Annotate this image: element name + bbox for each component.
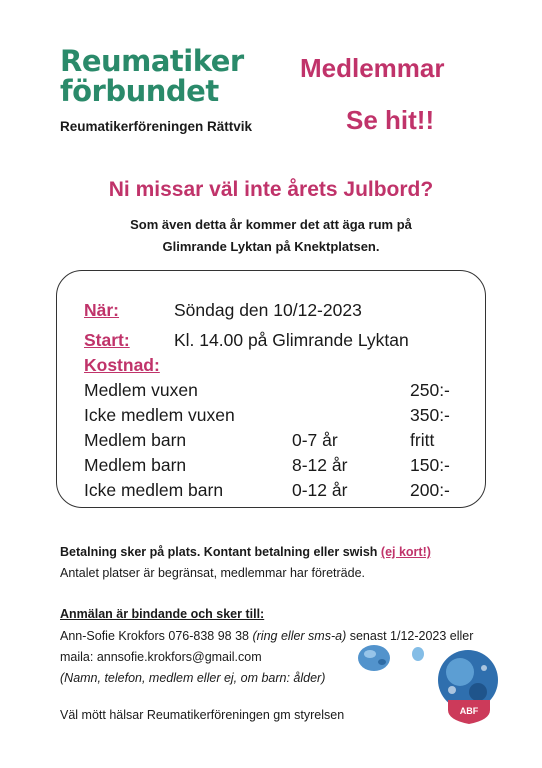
logo-line-1: Reumatiker — [60, 44, 244, 78]
abf-badge — [448, 700, 490, 724]
registration-deadline: senast 1/12-2023 eller — [346, 629, 474, 643]
headline: Ni missar väl inte årets Julbord? — [108, 178, 434, 201]
when-label: När: — [84, 300, 120, 320]
logo-line-2: förbundet — [60, 74, 219, 108]
start-value: Kl. 14.00 på Glimrande Lyktan — [174, 330, 409, 350]
reumatikerforbundet-logo — [60, 46, 244, 106]
contact-mode: (ring eller sms-a) — [252, 629, 347, 643]
callout-see-here: Se hit!! — [346, 105, 435, 135]
price-amount: 250:- — [410, 380, 450, 400]
cost-label: Kostnad: — [84, 355, 160, 375]
price-age: 0-7 år — [292, 430, 338, 450]
price-age: 8-12 år — [292, 455, 348, 475]
callout-members: Medlemmar — [300, 53, 445, 83]
abf-badge-label: ABF — [459, 706, 479, 716]
payment-text: Betalning sker på plats. Kontant betalning eller swish — [60, 545, 381, 559]
intro-text — [0, 214, 542, 258]
price-amount: 350:- — [410, 405, 450, 425]
price-category: Medlem barn — [84, 455, 187, 475]
registration-info: (Namn, telefon, medlem eller ej, om barn: ålder) — [60, 671, 326, 685]
christmas-ornaments-image — [352, 640, 502, 724]
intro-line-1: Som även detta år kommer det att äga rum på — [130, 217, 412, 232]
ornament-left — [358, 645, 390, 671]
places-note: Antalet platser är begränsat, medlemmar har företräde. — [60, 566, 366, 580]
price-age: 0-12 år — [292, 480, 348, 500]
ornament-small — [412, 647, 424, 661]
closing-greeting: Väl mött hälsar Reumatikerföreningen gm styrelsen — [60, 708, 345, 722]
organization-name: Reumatikerföreningen Rättvik — [60, 119, 253, 134]
price-category: Icke medlem barn — [84, 480, 224, 500]
price-amount: 200:- — [410, 480, 450, 500]
price-category: Medlem barn — [84, 430, 187, 450]
payment-info — [60, 545, 431, 559]
registration-email: maila: annsofie.krokfors@gmail.com — [60, 650, 262, 664]
intro-line-2: Glimrande Lyktan på Knektplatsen. — [162, 239, 380, 254]
registration-heading: Anmälan är bindande och sker till: — [60, 607, 265, 621]
price-amount: fritt — [410, 430, 435, 450]
start-label: Start: — [84, 330, 130, 350]
price-category: Medlem vuxen — [84, 380, 198, 400]
price-category: Icke medlem vuxen — [84, 405, 235, 425]
when-value: Söndag den 10/12-2023 — [174, 300, 362, 320]
no-card-note: (ej kort!) — [380, 545, 431, 559]
price-amount: 150:- — [410, 455, 450, 475]
contact-name-phone: Ann-Sofie Krokfors 076-838 98 38 — [60, 629, 253, 643]
